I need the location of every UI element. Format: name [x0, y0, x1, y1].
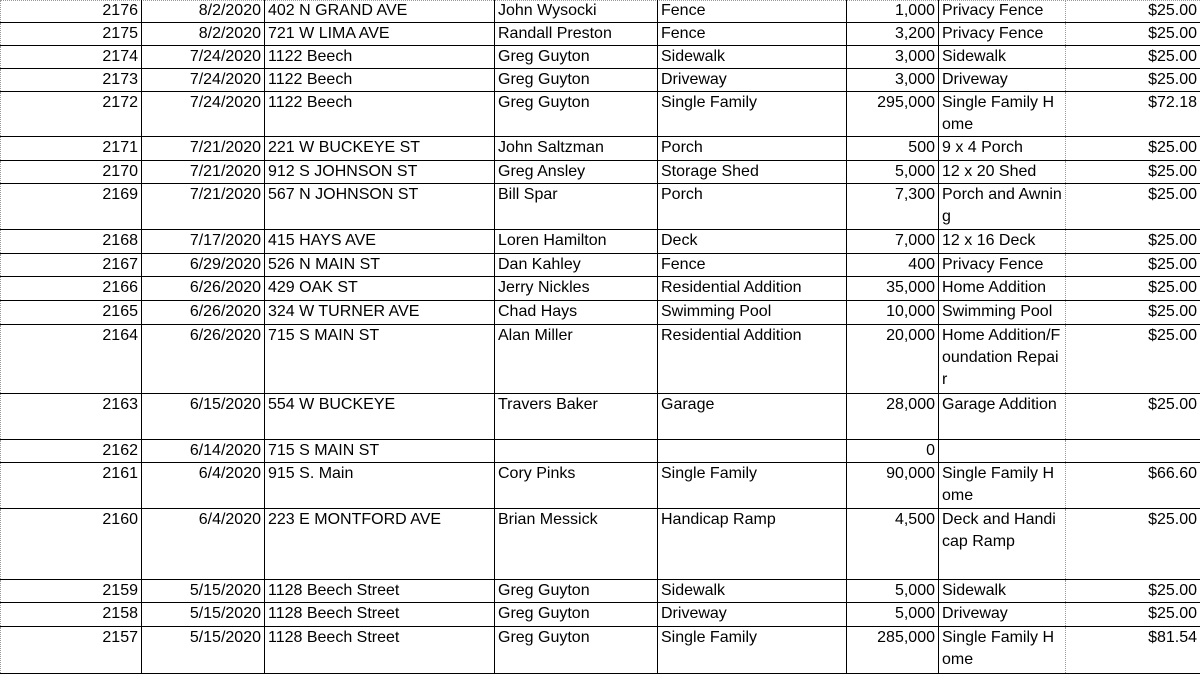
- value-cell[interactable]: 7,000: [847, 230, 939, 254]
- date-cell[interactable]: 7/21/2020: [142, 137, 265, 161]
- table-row[interactable]: [1, 301, 1200, 325]
- table-row[interactable]: [1, 277, 1200, 301]
- permit-type-cell[interactable]: Residential Addition: [658, 277, 847, 301]
- owner-cell[interactable]: Travers Baker: [495, 394, 658, 440]
- description-cell[interactable]: Sidewalk: [939, 580, 1066, 603]
- address-cell[interactable]: 721 W LIMA AVE: [265, 23, 495, 46]
- date-cell[interactable]: 7/24/2020: [142, 92, 265, 137]
- value-cell[interactable]: 7,300: [847, 184, 939, 230]
- table-row[interactable]: [1, 603, 1200, 627]
- date-cell[interactable]: 7/21/2020: [142, 161, 265, 184]
- value-cell[interactable]: 3,000: [847, 69, 939, 92]
- address-cell[interactable]: 223 E MONTFORD AVE: [265, 509, 495, 580]
- owner-cell[interactable]: Brian Messick: [495, 509, 658, 580]
- owner-cell[interactable]: Greg Guyton: [495, 92, 658, 137]
- permit-type-cell[interactable]: Driveway: [658, 603, 847, 627]
- value-cell[interactable]: 35,000: [847, 277, 939, 301]
- value-cell[interactable]: 295,000: [847, 92, 939, 137]
- permit-type-cell[interactable]: Swimming Pool: [658, 301, 847, 325]
- fee-cell[interactable]: $25.00: [1066, 137, 1200, 161]
- address-cell[interactable]: 715 S MAIN ST: [265, 325, 495, 394]
- value-cell[interactable]: 28,000: [847, 394, 939, 440]
- description-cell[interactable]: Garage Addition: [939, 394, 1066, 440]
- description-cell[interactable]: Driveway: [939, 69, 1066, 92]
- permit-type-cell[interactable]: Storage Shed: [658, 161, 847, 184]
- permit-number-cell[interactable]: 2171: [1, 137, 142, 161]
- fee-cell[interactable]: [1066, 440, 1200, 463]
- owner-cell[interactable]: Chad Hays: [495, 301, 658, 325]
- permit-number-cell[interactable]: 2172: [1, 92, 142, 137]
- fee-cell[interactable]: $25.00: [1066, 184, 1200, 230]
- permit-number-cell[interactable]: 2158: [1, 603, 142, 627]
- table-row[interactable]: [1, 230, 1200, 254]
- permit-number-cell[interactable]: 2162: [1, 440, 142, 463]
- owner-cell[interactable]: Dan Kahley: [495, 254, 658, 277]
- date-cell[interactable]: 8/2/2020: [142, 0, 265, 23]
- description-cell[interactable]: Porch and Awning: [939, 184, 1066, 230]
- permit-type-cell[interactable]: Fence: [658, 23, 847, 46]
- owner-cell[interactable]: Greg Ansley: [495, 161, 658, 184]
- permit-type-cell[interactable]: Fence: [658, 0, 847, 23]
- table-body: [1, 0, 1200, 674]
- fee-cell[interactable]: $25.00: [1066, 46, 1200, 69]
- permit-type-cell[interactable]: [658, 440, 847, 463]
- owner-cell[interactable]: Cory Pinks: [495, 463, 658, 509]
- address-cell[interactable]: 912 S JOHNSON ST: [265, 161, 495, 184]
- description-cell[interactable]: Single Family Home: [939, 92, 1066, 137]
- permit-type-cell[interactable]: Fence: [658, 254, 847, 277]
- permit-number-cell[interactable]: 2163: [1, 394, 142, 440]
- table-row[interactable]: [1, 92, 1200, 137]
- address-cell[interactable]: 324 W TURNER AVE: [265, 301, 495, 325]
- table-row[interactable]: [1, 627, 1200, 674]
- description-cell[interactable]: [939, 440, 1066, 463]
- table-row[interactable]: [1, 509, 1200, 580]
- description-cell[interactable]: Privacy Fence: [939, 254, 1066, 277]
- fee-cell[interactable]: $25.00: [1066, 254, 1200, 277]
- permit-number-cell[interactable]: 2174: [1, 46, 142, 69]
- table-row[interactable]: [1, 325, 1200, 394]
- table-row[interactable]: [1, 137, 1200, 161]
- date-cell[interactable]: 5/15/2020: [142, 580, 265, 603]
- table-row[interactable]: [1, 463, 1200, 509]
- owner-cell[interactable]: Loren Hamilton: [495, 230, 658, 254]
- description-cell[interactable]: 9 x 4 Porch: [939, 137, 1066, 161]
- address-cell[interactable]: 402 N GRAND AVE: [265, 0, 495, 23]
- owner-cell[interactable]: Greg Guyton: [495, 627, 658, 674]
- table-row[interactable]: [1, 23, 1200, 46]
- address-cell[interactable]: 1122 Beech: [265, 69, 495, 92]
- date-cell[interactable]: 6/14/2020: [142, 440, 265, 463]
- date-cell[interactable]: 6/4/2020: [142, 509, 265, 580]
- address-cell[interactable]: 554 W BUCKEYE: [265, 394, 495, 440]
- permit-number-cell[interactable]: 2164: [1, 325, 142, 394]
- table-row[interactable]: [1, 580, 1200, 603]
- fee-cell[interactable]: $25.00: [1066, 277, 1200, 301]
- value-cell[interactable]: 1,000: [847, 0, 939, 23]
- owner-cell[interactable]: Alan Miller: [495, 325, 658, 394]
- fee-cell[interactable]: $25.00: [1066, 394, 1200, 440]
- permit-type-cell[interactable]: Sidewalk: [658, 46, 847, 69]
- permit-number-cell[interactable]: 2170: [1, 161, 142, 184]
- permit-number-cell[interactable]: 2169: [1, 184, 142, 230]
- description-cell[interactable]: Privacy Fence: [939, 23, 1066, 46]
- date-cell[interactable]: 7/24/2020: [142, 69, 265, 92]
- permit-number-cell[interactable]: 2168: [1, 230, 142, 254]
- table-row[interactable]: [1, 254, 1200, 277]
- date-cell[interactable]: 6/26/2020: [142, 325, 265, 394]
- permit-number-cell[interactable]: 2173: [1, 69, 142, 92]
- fee-cell[interactable]: $25.00: [1066, 23, 1200, 46]
- owner-cell[interactable]: Greg Guyton: [495, 69, 658, 92]
- fee-cell[interactable]: $81.54: [1066, 627, 1200, 674]
- address-cell[interactable]: 1122 Beech: [265, 46, 495, 69]
- table-row[interactable]: [1, 184, 1200, 230]
- value-cell[interactable]: 3,000: [847, 46, 939, 69]
- fee-cell[interactable]: $66.60: [1066, 463, 1200, 509]
- table-row[interactable]: [1, 46, 1200, 69]
- address-cell[interactable]: 1122 Beech: [265, 92, 495, 137]
- value-cell[interactable]: 500: [847, 137, 939, 161]
- table-row[interactable]: [1, 394, 1200, 440]
- permit-number-cell[interactable]: 2166: [1, 277, 142, 301]
- date-cell[interactable]: 6/26/2020: [142, 301, 265, 325]
- permit-type-cell[interactable]: Driveway: [658, 69, 847, 92]
- table-row[interactable]: [1, 69, 1200, 92]
- owner-cell[interactable]: Jerry Nickles: [495, 277, 658, 301]
- address-cell[interactable]: 221 W BUCKEYE ST: [265, 137, 495, 161]
- permit-type-cell[interactable]: Single Family: [658, 92, 847, 137]
- date-cell[interactable]: 7/21/2020: [142, 184, 265, 230]
- date-cell[interactable]: 6/29/2020: [142, 254, 265, 277]
- value-cell[interactable]: 5,000: [847, 161, 939, 184]
- permit-number-cell[interactable]: 2159: [1, 580, 142, 603]
- owner-cell[interactable]: Randall Preston: [495, 23, 658, 46]
- permit-type-cell[interactable]: Garage: [658, 394, 847, 440]
- description-cell[interactable]: Swimming Pool: [939, 301, 1066, 325]
- fee-cell[interactable]: $25.00: [1066, 325, 1200, 394]
- value-cell[interactable]: 3,200: [847, 23, 939, 46]
- date-cell[interactable]: 6/4/2020: [142, 463, 265, 509]
- description-cell[interactable]: Single Family Home: [939, 627, 1066, 674]
- permit-number-cell[interactable]: 2165: [1, 301, 142, 325]
- date-cell[interactable]: 8/2/2020: [142, 23, 265, 46]
- fee-cell[interactable]: $25.00: [1066, 161, 1200, 184]
- fee-cell[interactable]: $25.00: [1066, 509, 1200, 580]
- permit-number-cell[interactable]: 2167: [1, 254, 142, 277]
- description-cell[interactable]: 12 x 16 Deck: [939, 230, 1066, 254]
- address-cell[interactable]: 1128 Beech Street: [265, 627, 495, 674]
- permit-type-cell[interactable]: Deck: [658, 230, 847, 254]
- permit-type-cell[interactable]: Handicap Ramp: [658, 509, 847, 580]
- fee-cell[interactable]: $25.00: [1066, 580, 1200, 603]
- address-cell[interactable]: 1128 Beech Street: [265, 603, 495, 627]
- description-cell[interactable]: Single Family Home: [939, 463, 1066, 509]
- address-cell[interactable]: 715 S MAIN ST: [265, 440, 495, 463]
- value-cell[interactable]: 20,000: [847, 325, 939, 394]
- value-cell[interactable]: 5,000: [847, 603, 939, 627]
- description-cell[interactable]: Privacy Fence: [939, 0, 1066, 23]
- permit-number-cell[interactable]: 2160: [1, 509, 142, 580]
- fee-cell[interactable]: $25.00: [1066, 301, 1200, 325]
- table-row[interactable]: [1, 0, 1200, 23]
- value-cell[interactable]: 0: [847, 440, 939, 463]
- permit-number-cell[interactable]: 2175: [1, 23, 142, 46]
- value-cell[interactable]: 400: [847, 254, 939, 277]
- description-cell[interactable]: Sidewalk: [939, 46, 1066, 69]
- permit-type-cell[interactable]: Residential Addition: [658, 325, 847, 394]
- permit-type-cell[interactable]: Single Family: [658, 627, 847, 674]
- owner-cell[interactable]: Greg Guyton: [495, 46, 658, 69]
- fee-cell[interactable]: $72.18: [1066, 92, 1200, 137]
- permit-type-cell[interactable]: Porch: [658, 137, 847, 161]
- fee-cell[interactable]: $25.00: [1066, 230, 1200, 254]
- address-cell[interactable]: 526 N MAIN ST: [265, 254, 495, 277]
- fee-cell[interactable]: $25.00: [1066, 69, 1200, 92]
- description-cell[interactable]: 12 x 20 Shed: [939, 161, 1066, 184]
- permit-number-cell[interactable]: 2176: [1, 0, 142, 23]
- value-cell[interactable]: 5,000: [847, 580, 939, 603]
- value-cell[interactable]: 285,000: [847, 627, 939, 674]
- value-cell[interactable]: 10,000: [847, 301, 939, 325]
- owner-cell[interactable]: Greg Guyton: [495, 603, 658, 627]
- permit-number-cell[interactable]: 2157: [1, 627, 142, 674]
- fee-cell[interactable]: $25.00: [1066, 0, 1200, 23]
- date-cell[interactable]: 5/15/2020: [142, 603, 265, 627]
- date-cell[interactable]: 7/17/2020: [142, 230, 265, 254]
- permit-type-cell[interactable]: Sidewalk: [658, 580, 847, 603]
- address-cell[interactable]: 429 OAK ST: [265, 277, 495, 301]
- fee-cell[interactable]: $25.00: [1066, 603, 1200, 627]
- owner-cell[interactable]: [495, 440, 658, 463]
- address-cell[interactable]: 415 HAYS AVE: [265, 230, 495, 254]
- address-cell[interactable]: 915 S. Main: [265, 463, 495, 509]
- description-cell[interactable]: Home Addition: [939, 277, 1066, 301]
- address-cell[interactable]: 567 N JOHNSON ST: [265, 184, 495, 230]
- description-cell[interactable]: Driveway: [939, 603, 1066, 627]
- table-row[interactable]: [1, 440, 1200, 463]
- value-cell[interactable]: 4,500: [847, 509, 939, 580]
- permit-type-cell[interactable]: Porch: [658, 184, 847, 230]
- owner-cell[interactable]: John Wysocki: [495, 0, 658, 23]
- table-row[interactable]: [1, 161, 1200, 184]
- description-cell[interactable]: Deck and Handicap Ramp: [939, 509, 1066, 580]
- permit-number-cell[interactable]: 2161: [1, 463, 142, 509]
- date-cell[interactable]: 7/24/2020: [142, 46, 265, 69]
- date-cell[interactable]: 6/15/2020: [142, 394, 265, 440]
- permit-type-cell[interactable]: Single Family: [658, 463, 847, 509]
- owner-cell[interactable]: John Saltzman: [495, 137, 658, 161]
- value-cell[interactable]: 90,000: [847, 463, 939, 509]
- owner-cell[interactable]: Greg Guyton: [495, 580, 658, 603]
- date-cell[interactable]: 6/26/2020: [142, 277, 265, 301]
- description-cell[interactable]: Home Addition/Foundation Repair: [939, 325, 1066, 394]
- owner-cell[interactable]: Bill Spar: [495, 184, 658, 230]
- address-cell[interactable]: 1128 Beech Street: [265, 580, 495, 603]
- date-cell[interactable]: 5/15/2020: [142, 627, 265, 674]
